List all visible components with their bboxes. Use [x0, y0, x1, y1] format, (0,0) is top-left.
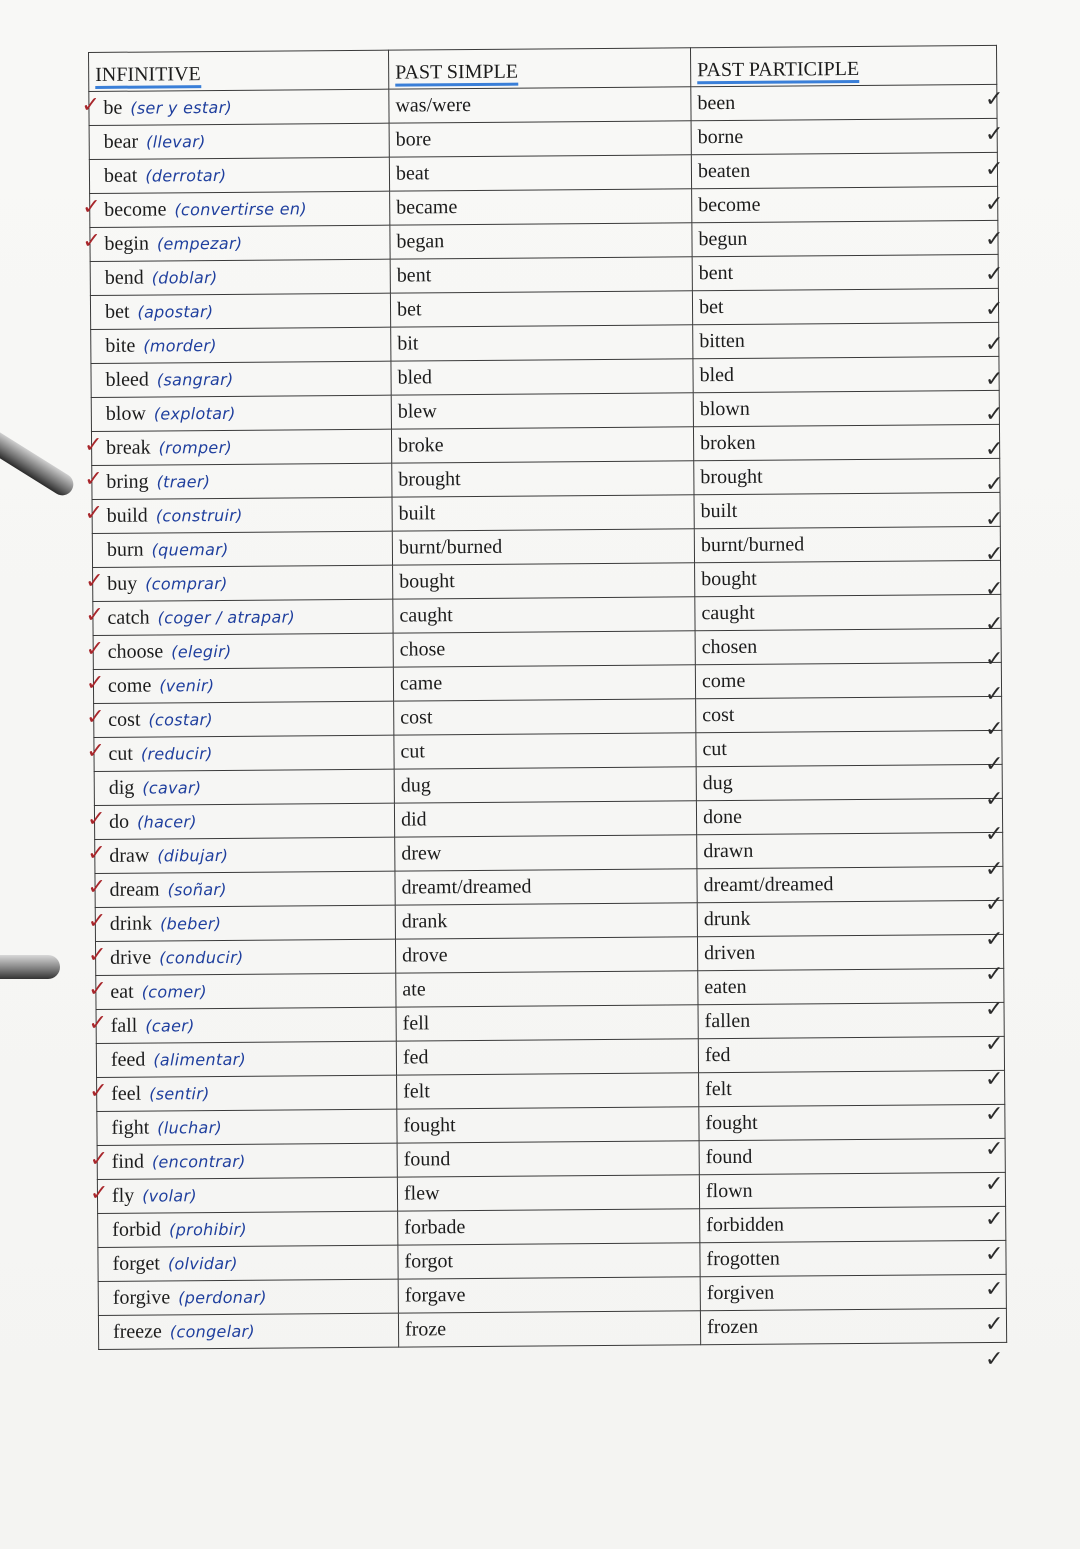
check-icon: ✓: [89, 1146, 109, 1173]
infinitive-word: be: [103, 96, 123, 119]
past-participle-cell: brought: [694, 458, 1000, 494]
binder-ring-icon: [0, 955, 60, 979]
infinitive-word: become: [104, 198, 167, 221]
infinitive-cell: [98, 1279, 398, 1315]
check-icon: ✓: [985, 822, 1004, 847]
check-icon: ✓: [985, 857, 1004, 882]
table-row: [98, 1308, 1006, 1349]
check-icon: ✓: [89, 1180, 109, 1207]
past-simple-cell: froze: [398, 1311, 700, 1347]
check-icon: ✓: [86, 738, 106, 765]
infinitive-cell: [89, 1143, 397, 1179]
translation-note: (soñar): [167, 879, 227, 900]
infinitive-cell: [98, 1211, 398, 1247]
check-icon: ✓: [81, 92, 100, 119]
infinitive-word: feel: [111, 1082, 142, 1105]
infinitive-word: eat: [110, 980, 134, 1003]
infinitive-word: begin: [104, 232, 150, 255]
check-icon: ✓: [985, 332, 1004, 357]
past-participle-cell: bet: [692, 288, 998, 324]
past-simple-cell: broke: [391, 427, 693, 463]
infinitive-cell: [86, 735, 394, 771]
infinitive-word: dig: [108, 776, 135, 799]
check-icon: ✓: [985, 297, 1004, 322]
infinitive-word: find: [111, 1150, 145, 1173]
infinitive-cell: [91, 361, 391, 397]
check-icon: ✓: [87, 942, 107, 969]
check-icon: ✓: [88, 976, 107, 1003]
infinitive-word: draw: [109, 844, 150, 867]
translation-note: (morder): [143, 335, 217, 356]
past-participle-cell: fought: [699, 1104, 1005, 1140]
infinitive-word: forget: [112, 1252, 161, 1275]
translation-note: (venir): [159, 676, 215, 696]
past-participle-cell: been: [691, 84, 997, 120]
past-simple-cell: bent: [390, 257, 692, 293]
translation-note: (perdonar): [178, 1287, 267, 1308]
past-participle-cell: fallen: [698, 1002, 1004, 1038]
translation-note: (explotar): [153, 403, 236, 424]
check-icon: ✓: [985, 227, 1004, 252]
translation-note: (derrotar): [145, 165, 227, 186]
translation-note: (luchar): [157, 1117, 223, 1138]
infinitive-cell: [92, 531, 392, 567]
infinitive-word: fight: [111, 1116, 150, 1139]
infinitive-cell: [96, 1041, 396, 1077]
infinitive-word: beat: [103, 164, 138, 187]
infinitive-cell: [83, 429, 391, 465]
translation-note: (coger / atrapar): [157, 607, 296, 628]
check-icon: ✓: [985, 962, 1004, 987]
check-icon: ✓: [88, 1010, 108, 1037]
check-icon: ✓: [985, 892, 1004, 917]
past-participle-cell: done: [696, 798, 1002, 834]
infinitive-cell: [90, 259, 390, 295]
past-simple-cell: beat: [389, 155, 691, 191]
past-simple-cell: fell: [396, 1005, 698, 1041]
translation-note: (conducir): [159, 947, 244, 968]
past-simple-cell: bled: [391, 359, 693, 395]
infinitive-cell: [86, 803, 394, 839]
past-simple-cell: fed: [396, 1039, 698, 1075]
past-simple-cell: dug: [394, 767, 696, 803]
infinitive-word: forbid: [112, 1218, 162, 1241]
check-icon: ✓: [985, 997, 1004, 1022]
past-participle-cell: bitten: [693, 322, 999, 358]
check-icon: ✓: [985, 1277, 1004, 1302]
translation-note: (dibujar): [157, 845, 229, 866]
past-participle-cell: bent: [692, 254, 998, 290]
past-participle-cell: begun: [692, 220, 998, 256]
past-simple-cell: dreamt/dreamed: [395, 869, 697, 905]
past-simple-cell: began: [390, 223, 692, 259]
check-icon: ✓: [87, 908, 107, 935]
infinitive-cell: [89, 123, 389, 159]
translation-note: (sangrar): [156, 369, 234, 390]
infinitive-cell: [89, 157, 389, 193]
check-icon: ✓: [985, 262, 1004, 287]
past-simple-cell: cut: [394, 733, 696, 769]
header-past-participle: PAST PARTICIPLE: [690, 45, 996, 86]
past-simple-cell: bit: [391, 325, 693, 361]
past-simple-cell: bore: [389, 121, 691, 157]
translation-note: (reducir): [140, 744, 213, 764]
verb-table-container: [81, 45, 1006, 1386]
past-simple-cell: fought: [397, 1107, 699, 1143]
check-icon: ✓: [985, 1312, 1004, 1337]
past-simple-cell: forgot: [398, 1243, 700, 1279]
check-icon: ✓: [985, 752, 1004, 777]
infinitive-cell: [81, 89, 389, 125]
translation-note: (costar): [148, 710, 214, 730]
infinitive-cell: [87, 939, 395, 975]
check-icon: ✓: [985, 192, 1004, 217]
check-icon: ✓: [985, 1242, 1004, 1267]
irregular-verbs-table: [81, 45, 1007, 1350]
check-icon: ✓: [985, 927, 1004, 952]
infinitive-cell: [86, 701, 394, 737]
check-icon: ✓: [985, 402, 1004, 427]
translation-note: (quemar): [151, 539, 229, 560]
translation-note: (hacer): [136, 812, 197, 832]
header-infinitive: INFINITIVE: [89, 50, 389, 91]
translation-note: (olvidar): [167, 1253, 238, 1274]
check-icon: ✓: [985, 437, 1004, 462]
infinitive-cell: [97, 1109, 397, 1145]
infinitive-word: forgive: [112, 1286, 171, 1309]
past-simple-cell: brought: [392, 461, 694, 497]
past-participle-cell: broken: [693, 424, 999, 460]
past-participle-cell: driven: [697, 934, 1003, 970]
past-participle-cell: drawn: [697, 832, 1003, 868]
translation-note: (llevar): [146, 132, 206, 152]
past-participle-cell: forbidden: [700, 1206, 1006, 1242]
check-icon: ✓: [985, 1102, 1004, 1127]
infinitive-cell: [85, 599, 393, 635]
past-simple-cell: cost: [394, 699, 696, 735]
infinitive-word: bite: [105, 334, 136, 357]
past-simple-cell: felt: [397, 1073, 699, 1109]
check-icon: ✓: [985, 612, 1004, 637]
infinitive-word: fly: [111, 1184, 135, 1207]
translation-note: (caer): [145, 1016, 195, 1036]
infinitive-word: catch: [107, 606, 150, 629]
check-icon: ✓: [985, 647, 1004, 672]
infinitive-word: cost: [108, 708, 141, 731]
translation-note: (construir): [155, 505, 243, 526]
translation-note: (romper): [158, 437, 233, 458]
past-participle-cell: flown: [699, 1172, 1005, 1208]
check-icon: ✓: [985, 682, 1004, 707]
past-simple-cell: bought: [393, 563, 695, 599]
past-simple-cell: burnt/burned: [392, 529, 694, 565]
infinitive-word: cut: [108, 742, 134, 765]
past-participle-cell: chosen: [695, 628, 1001, 664]
infinitive-word: drink: [109, 912, 153, 935]
past-simple-cell: came: [393, 665, 695, 701]
infinitive-cell: [94, 769, 394, 805]
check-icon: ✓: [89, 1078, 108, 1105]
past-participle-cell: fed: [698, 1036, 1004, 1072]
check-icon: ✓: [84, 500, 104, 527]
check-icon: ✓: [87, 840, 106, 867]
infinitive-word: bet: [104, 300, 130, 323]
past-participle-cell: beaten: [691, 152, 997, 188]
infinitive-cell: [90, 293, 390, 329]
check-icon: ✓: [86, 806, 106, 833]
translation-note: (ser y estar): [130, 97, 233, 118]
past-participle-cell: frozen: [700, 1308, 1006, 1344]
past-simple-cell: built: [392, 495, 694, 531]
infinitive-word: freeze: [112, 1320, 162, 1343]
past-simple-cell: bet: [390, 291, 692, 327]
past-simple-cell: chose: [393, 631, 695, 667]
past-simple-cell: drove: [395, 937, 697, 973]
translation-note: (comer): [141, 982, 207, 1002]
past-participle-cell: blown: [693, 390, 999, 426]
infinitive-word: dream: [109, 878, 160, 901]
check-icon: ✓: [85, 568, 104, 595]
infinitive-cell: [87, 871, 395, 907]
translation-note: (convertirse en): [174, 199, 307, 220]
check-icon: ✓: [985, 472, 1004, 497]
past-simple-cell: drank: [395, 903, 697, 939]
infinitive-word: come: [107, 674, 152, 697]
infinitive-word: blow: [105, 402, 146, 425]
translation-note: (empezar): [156, 233, 243, 254]
infinitive-cell: [88, 1007, 396, 1043]
infinitive-cell: [91, 395, 391, 431]
past-participle-cell: caught: [695, 594, 1001, 630]
past-participle-cell: drunk: [697, 900, 1003, 936]
infinitive-cell: [84, 463, 392, 499]
check-icon: ✓: [985, 542, 1004, 567]
binder-ring-icon: [0, 423, 77, 500]
past-simple-cell: was/were: [389, 87, 691, 123]
infinitive-cell: [88, 973, 396, 1009]
infinitive-word: drive: [110, 946, 152, 969]
past-participle-cell: become: [692, 186, 998, 222]
translation-note: (prohibir): [169, 1219, 247, 1240]
check-icon: ✓: [985, 157, 1004, 182]
translation-note: (traer): [156, 472, 211, 492]
past-simple-cell: ate: [396, 971, 698, 1007]
infinitive-word: do: [108, 810, 130, 833]
infinitive-word: break: [106, 436, 151, 459]
translation-note: (elegir): [171, 641, 232, 662]
infinitive-cell: [91, 327, 391, 363]
past-participle-cell: come: [695, 662, 1001, 698]
check-icon: ✓: [985, 87, 1004, 112]
infinitive-word: bear: [103, 130, 139, 153]
pencil-checkmarks-column: [985, 82, 1025, 1377]
infinitive-cell: [87, 837, 395, 873]
past-simple-cell: found: [397, 1141, 699, 1177]
past-participle-cell: eaten: [698, 968, 1004, 1004]
past-simple-cell: drew: [395, 835, 697, 871]
check-icon: ✓: [985, 577, 1004, 602]
infinitive-cell: [82, 225, 390, 261]
check-icon: ✓: [985, 1067, 1004, 1092]
infinitive-cell: [98, 1313, 398, 1349]
check-icon: ✓: [985, 1207, 1004, 1232]
infinitive-word: choose: [107, 640, 164, 663]
infinitive-cell: [84, 497, 392, 533]
check-icon: ✓: [985, 1137, 1004, 1162]
infinitive-word: bend: [104, 266, 144, 289]
past-participle-cell: burnt/burned: [694, 526, 1000, 562]
check-icon: ✓: [84, 466, 103, 493]
translation-note: (cavar): [142, 778, 202, 798]
past-participle-cell: built: [694, 492, 1000, 528]
past-participle-cell: dug: [696, 764, 1002, 800]
infinitive-cell: [98, 1245, 398, 1281]
infinitive-cell: [85, 633, 393, 669]
past-participle-cell: dreamt/dreamed: [697, 866, 1003, 902]
translation-note: (doblar): [151, 267, 218, 288]
translation-note: (beber): [159, 913, 222, 934]
past-participle-cell: borne: [691, 118, 997, 154]
past-simple-cell: became: [390, 189, 692, 225]
past-simple-cell: caught: [393, 597, 695, 633]
infinitive-cell: [85, 667, 393, 703]
past-simple-cell: forgave: [398, 1277, 700, 1313]
translation-note: (congelar): [169, 1321, 256, 1342]
translation-note: (apostar): [137, 302, 214, 322]
infinitive-word: bring: [106, 470, 149, 493]
table-body: [81, 84, 1007, 1349]
translation-note: (alimentar): [153, 1049, 247, 1070]
past-simple-cell: forbade: [398, 1209, 700, 1245]
past-simple-cell: did: [394, 801, 696, 837]
check-icon: ✓: [83, 432, 103, 459]
translation-note: (encontrar): [151, 1151, 246, 1172]
infinitive-cell: [87, 905, 395, 941]
infinitive-word: burn: [106, 538, 144, 561]
infinitive-word: fall: [110, 1014, 138, 1037]
past-participle-cell: bought: [695, 560, 1001, 596]
check-icon: ✓: [985, 122, 1004, 147]
past-participle-cell: bled: [693, 356, 999, 392]
check-icon: ✓: [85, 602, 104, 629]
past-simple-cell: blew: [391, 393, 693, 429]
check-icon: ✓: [985, 367, 1004, 392]
infinitive-word: build: [106, 504, 148, 527]
check-icon: ✓: [85, 636, 105, 663]
infinitive-cell: [82, 191, 390, 227]
check-icon: ✓: [87, 874, 107, 901]
check-icon: ✓: [82, 194, 101, 221]
translation-note: (comprar): [145, 573, 228, 594]
check-icon: ✓: [985, 717, 1004, 742]
infinitive-word: buy: [107, 572, 138, 595]
past-participle-cell: felt: [699, 1070, 1005, 1106]
translation-note: (volar): [142, 1186, 197, 1206]
past-participle-cell: cost: [696, 696, 1002, 732]
infinitive-cell: [85, 565, 393, 601]
past-participle-cell: forgiven: [700, 1274, 1006, 1310]
check-icon: ✓: [86, 704, 105, 731]
past-simple-cell: flew: [397, 1175, 699, 1211]
past-participle-cell: found: [699, 1138, 1005, 1174]
infinitive-word: feed: [110, 1048, 146, 1071]
check-icon: ✓: [82, 228, 102, 255]
past-participle-cell: cut: [696, 730, 1002, 766]
past-participle-cell: frogotten: [700, 1240, 1006, 1276]
check-icon: ✓: [85, 670, 105, 697]
infinitive-word: bleed: [105, 368, 149, 391]
infinitive-cell: [89, 1075, 397, 1111]
check-icon: ✓: [985, 1032, 1004, 1057]
check-icon: ✓: [985, 1347, 1004, 1372]
header-past-simple: PAST SIMPLE: [388, 48, 690, 89]
check-icon: ✓: [985, 1172, 1004, 1197]
check-icon: ✓: [985, 507, 1004, 532]
infinitive-cell: [89, 1177, 397, 1213]
check-icon: ✓: [985, 787, 1004, 812]
translation-note: (sentir): [149, 1084, 210, 1104]
